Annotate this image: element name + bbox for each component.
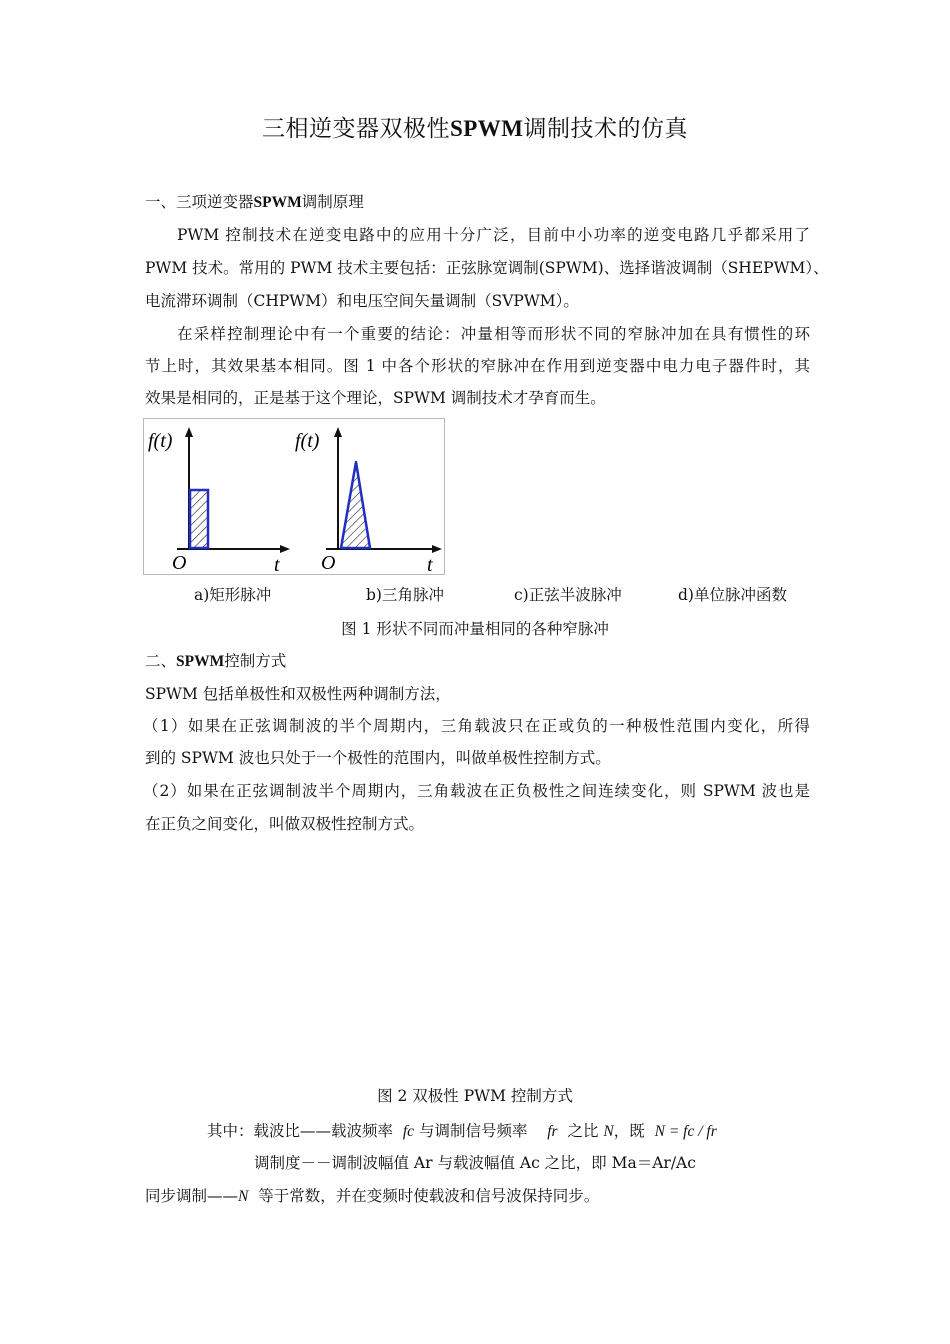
- para1-line2: PWM 技术。常用的 PWM 技术主要包括：正弦脉宽调制(SPWM)、选择谐波调制（SHEPWM）、: [145, 259, 829, 277]
- subcaption-a: a)矩形脉冲: [194, 586, 272, 604]
- section1-heading: 一、三项逆变器SPWM调制原理: [145, 193, 364, 211]
- carrier-ratio-formula: N = fc / fr: [654, 1123, 717, 1140]
- item2-line1: （2）如果在正弦调制波半个周期内，三角载波在正负极性之间连续变化，则 SPWM 波也是: [143, 782, 810, 800]
- para1-line3: 电流滞环调制（CHPWM）和电压空间矢量调制（SVPWM）。: [145, 292, 579, 310]
- plot-a-y-label: f(t): [148, 430, 173, 452]
- triangular-pulse: [341, 462, 370, 548]
- section2-heading: 二、SPWM控制方式: [145, 652, 287, 670]
- sync-modulation-line: 同步调制——N 等于常数，并在变频时使载波和信号波保持同步。: [145, 1187, 600, 1205]
- figure1-subcaptions: [0, 583, 950, 613]
- page-title: 三相逆变器双极性SPWM调制技术的仿真: [261, 116, 689, 142]
- figure2-caption: 图 2 双极性 PWM 控制方式: [377, 1087, 573, 1105]
- sync-n-symbol: N: [238, 1188, 249, 1205]
- para2-line1: 在采样控制理论中有一个重要的结论：冲量相等而形状不同的窄脉冲加在具有惯性的环: [177, 325, 810, 343]
- section2-intro: SPWM 包括单极性和双极性两种调制方法，: [145, 685, 451, 703]
- figure1-caption: 图 1 形状不同而冲量相同的各种窄脉冲: [341, 620, 609, 638]
- para1-line1: PWM 控制技术在逆变电路中的应用十分广泛，目前中小功率的逆变电路几乎都采用了: [177, 226, 810, 244]
- plot-b-origin: O: [321, 552, 336, 574]
- plot-b-x-arrow: [432, 545, 442, 553]
- plot-a-x-arrow: [280, 545, 290, 553]
- item1-line1: （1）如果在正弦调制波的半个周期内，三角载波只在正或负的一种极性范围内变化，所得: [143, 717, 810, 735]
- n-symbol: N: [603, 1123, 614, 1140]
- plot-a: [148, 427, 290, 574]
- item2-line2: 在正负之间变化，叫做双极性控制方式。: [145, 815, 425, 833]
- figure1-diagram: [144, 419, 444, 574]
- plot-b-x-label: t: [427, 554, 433, 574]
- figure1-panel: [143, 418, 445, 575]
- plot-a-x-label: t: [274, 554, 280, 574]
- fc-symbol: fc: [402, 1123, 415, 1140]
- carrier-ratio-line: 其中：载波比——载波频率 fc 与调制信号频率 fr 之比 N，既 N = fc / fr: [207, 1122, 717, 1140]
- subcaption-c: c)正弦半波脉冲: [514, 586, 622, 604]
- para2-line3: 效果是相同的，正是基于这个理论，SPWM 调制技术才孕育而生。: [145, 389, 606, 407]
- subcaption-b: b)三角脉冲: [366, 586, 444, 604]
- subcaption-d: d)单位脉冲函数: [678, 586, 787, 604]
- fr-symbol: fr: [547, 1123, 558, 1140]
- plot-b: [295, 427, 442, 574]
- plot-b-y-arrow: [334, 427, 342, 437]
- plot-a-origin: O: [172, 552, 187, 574]
- modulation-depth-line: 调制度－－调制波幅值 Ar 与载波幅值 Ac 之比，即 Ma＝Ar/Ac: [254, 1154, 696, 1172]
- rectangular-pulse: [190, 490, 208, 548]
- item1-line2: 到的 SPWM 波也只处于一个极性的范围内，叫做单极性控制方式。: [145, 749, 611, 767]
- plot-b-y-label: f(t): [295, 430, 320, 452]
- plot-a-y-arrow: [185, 427, 193, 437]
- para2-line2: 节上时，其效果基本相同。图 1 中各个形状的窄脉冲在作用到逆变器中电力电子器件时，其: [145, 357, 810, 375]
